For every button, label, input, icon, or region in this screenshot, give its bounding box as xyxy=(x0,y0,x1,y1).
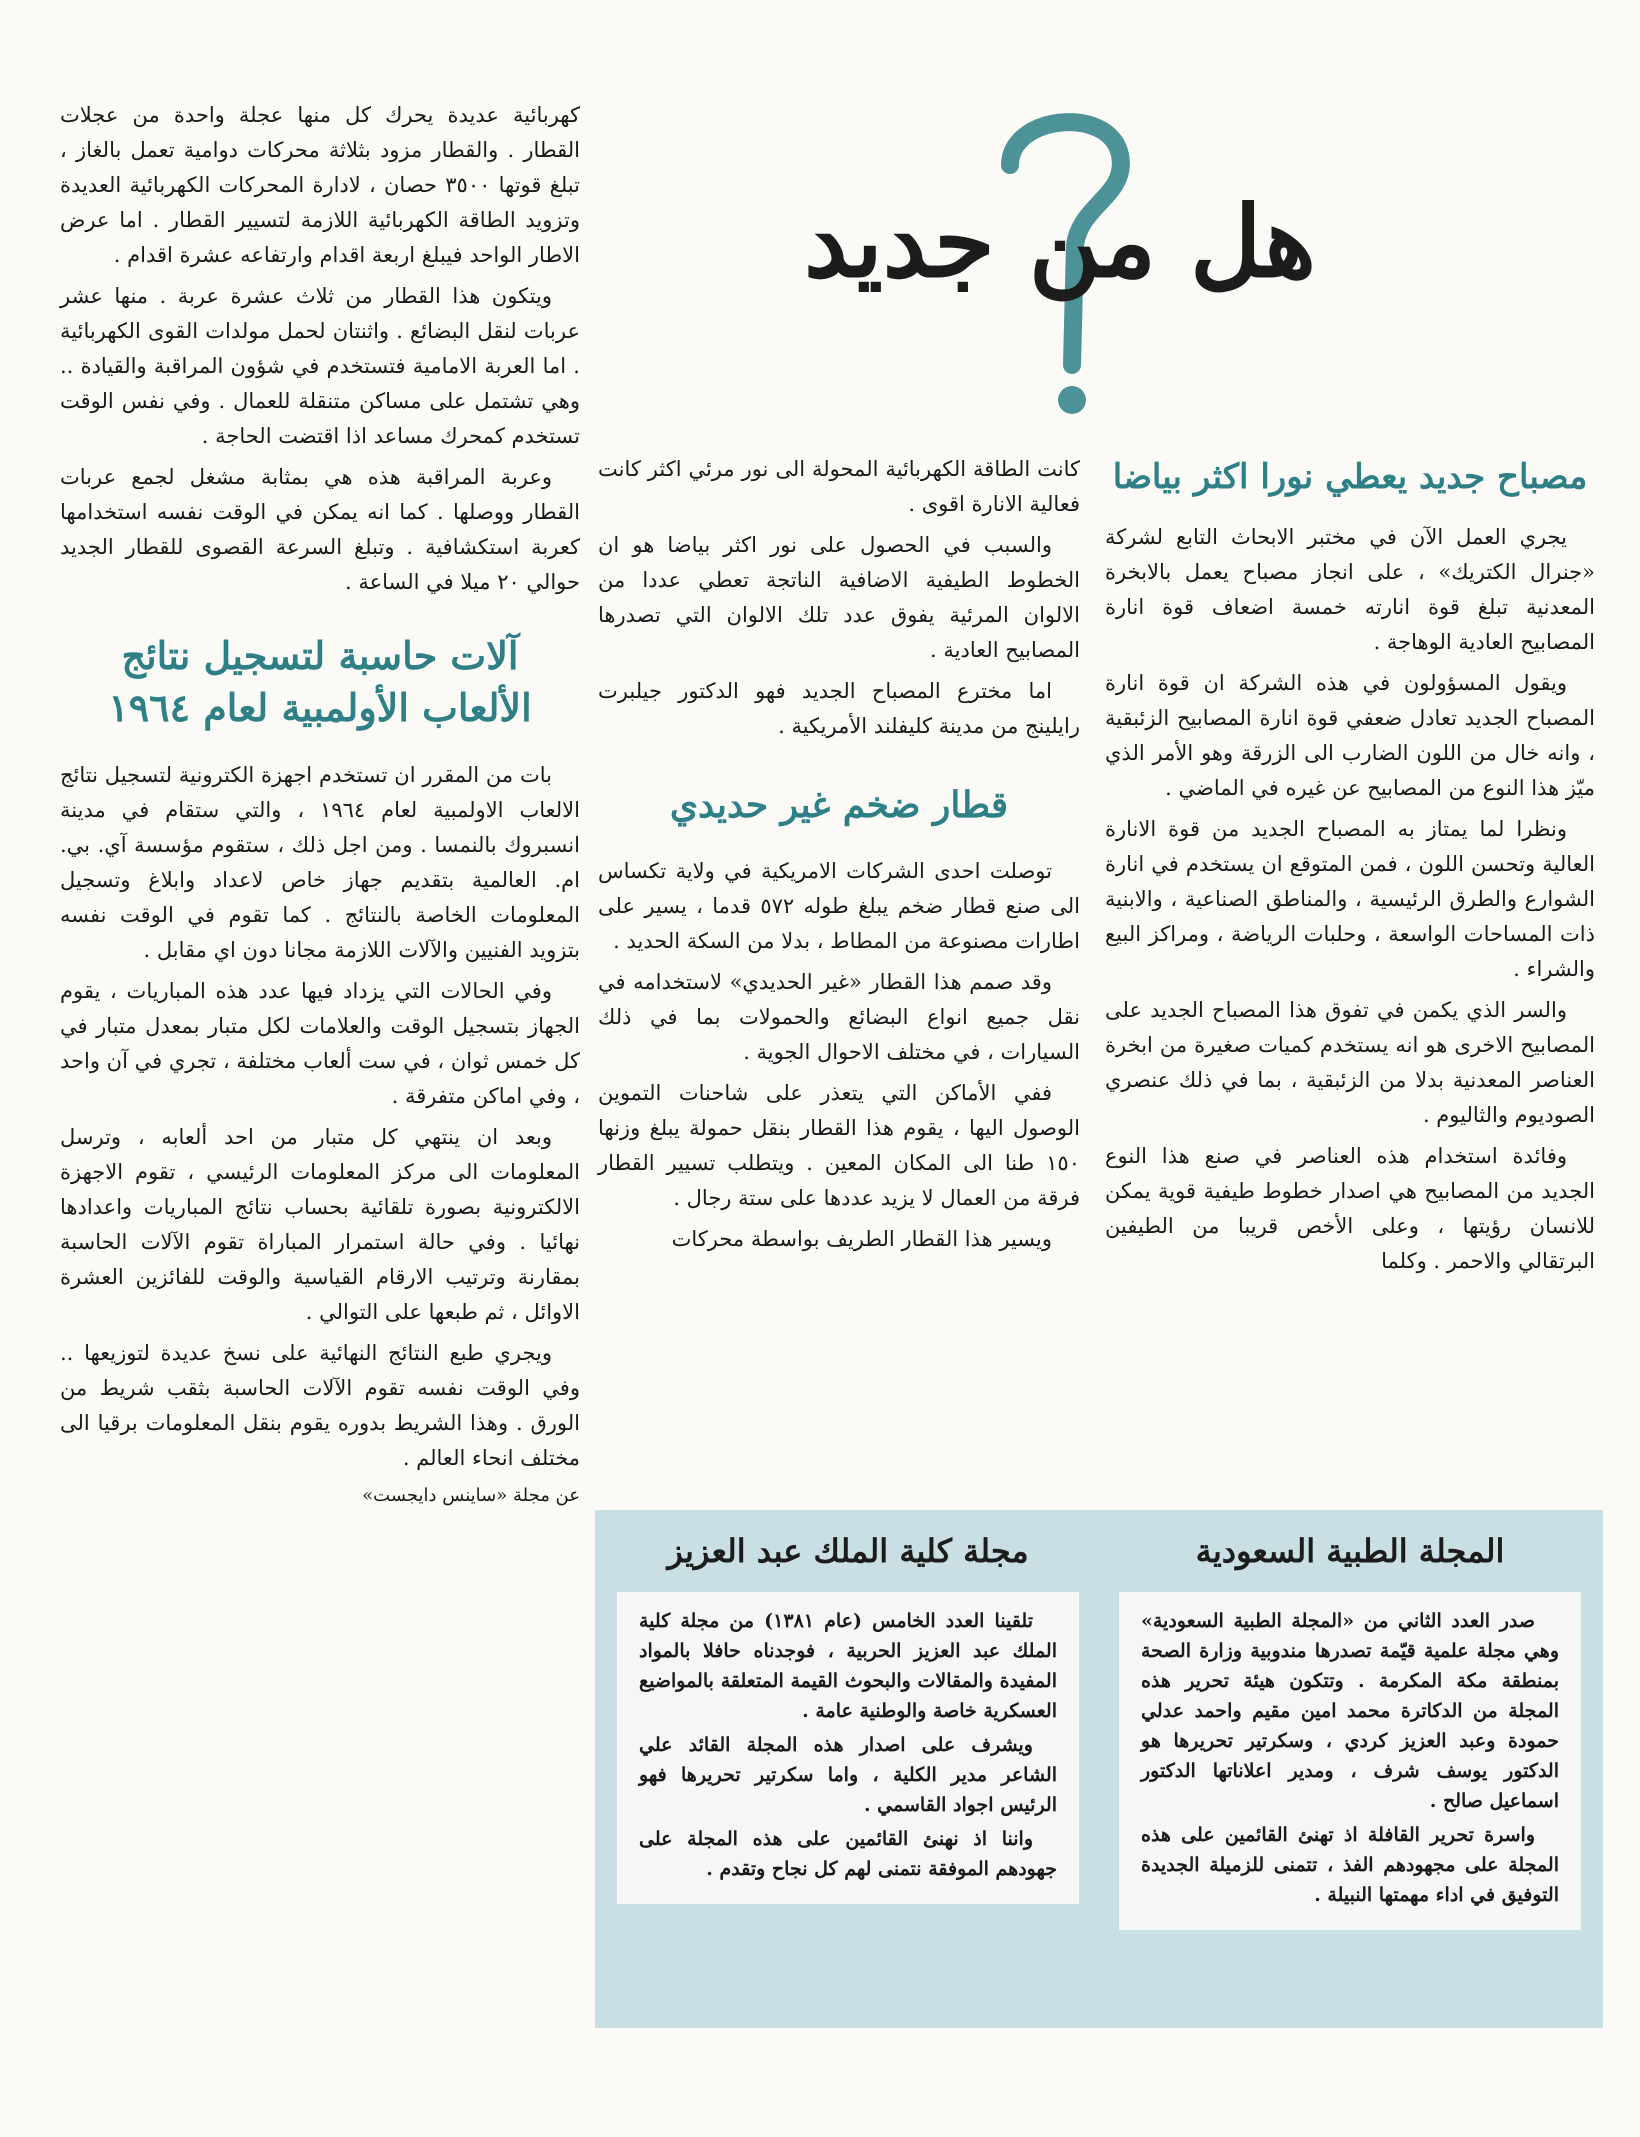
lamp-paragraph-1: يجري العمل الآن في مختبر الابحاث التابع لشركة «جنرال الكتريك» ، على انجاز مصباح يعمل بالابخرة المعدنية تبلغ قوة انارته خمسة اضعاف قوة انارة المصابيح العادية الوهاجة . xyxy=(1105,525,1595,654)
lamp-continued-2: والسبب في الحصول على نور اكثر بياضا هو ان الخطوط الطيفية الاضافية الناتجة تعطي عددا من الالوان المرئية يفوق عدد تلك الالوان التي تصدرها المصابيح العادية . xyxy=(598,533,1080,662)
column-right xyxy=(1105,452,1595,1285)
olympics-paragraph-2: وفي الحالات التي يزداد فيها عدد هذه المباريات ، يقوم الجهاز بتسجيل الوقت والعلامات لكل متبار بمعدل متبار في كل خمس ثوان ، في ست ألعاب مختلفة ، تجري في آن واحد ، وفي اماكن متفرقة . xyxy=(60,979,580,1108)
olympics-heading-line-1: آلات حاسبة لتسجيل نتائج xyxy=(121,633,519,678)
journals-box xyxy=(595,1510,1603,2028)
masthead xyxy=(760,95,1360,425)
medical-journal-section xyxy=(1119,1532,1581,1930)
military-journal-paragraph-3: واننا اذ نهنئ القائمين على هذه المجلة على جهودهم الموفقة نتمنى لهم كل نجاح وتقدم . xyxy=(639,1828,1057,1880)
lamp-paragraph-4: والسر الذي يكمن في تفوق هذا المصباح الجديد على المصابيح الاخرى هو انه يستخدم كميات صغيرة من ابخرة العناصر المعدنية بدلا من الزئبقية ، بما في ذلك عنصري الصوديوم والثاليوم . xyxy=(1105,998,1595,1127)
train-heading: قطار ضخم غير حديدي xyxy=(669,784,1009,826)
train-continued-3: وعربة المراقبة هذه هي بمثابة مشغل لجمع عربات القطار ووصلها . كما انه يمكن في الوقت نفسه استخدامها كعربة استكشافية . وتبلغ السرعة القصوى للقطار الجديد حوالي ٢٠ ميلا في الساعة . xyxy=(60,465,580,594)
medical-journal-body xyxy=(1119,1592,1581,1930)
military-journal-paragraph-1: تلقينا العدد الخامس (عام ١٣٨١) من مجلة كلية الملك عبد العزيز الحربية ، فوجدناه حافلا بالمواد المفيدة والمقالات والبحوث القيمة المتعلقة بالمواضيع العسكرية خاصة والوطنية عامة . xyxy=(639,1610,1057,1722)
lamp-continued-1: كانت الطاقة الكهربائية المحولة الى نور مرئي اكثر كانت فعالية الانارة اقوى . xyxy=(598,457,1080,516)
train-paragraph-1: توصلت احدى الشركات الامريكية في ولاية تكساس الى صنع قطار ضخم يبلغ طوله ٥٧٢ قدما ، يسير على اطارات مصنوعة من المطاط ، بدلا من السكة الحديد . xyxy=(598,859,1080,953)
military-journal-section xyxy=(617,1532,1079,1904)
train-continued-1: كهربائية عديدة يحرك كل منها عجلة واحدة من عجلات القطار . والقطار مزود بثلاثة محركات دوامية تعمل بالغاز ، تبلغ قوتها ٣٥٠٠ حصان ، لادارة المحركات الكهربائية العديدة وتزويد الطاقة الكهربائية اللازمة لتسيير القطار . اما عرض الاطار الواحد فيبلغ اربعة اقدام وارتفاعه عشرة اقدام . xyxy=(60,103,580,267)
medical-journal-paragraph-1: صدر العدد الثاني من «المجلة الطبية السعودية» وهي مجلة علمية قيّمة تصدرها مندوبية وزارة الصحة بمنطقة مكة المكرمة . وتتكون هيئة تحرير هذه المجلة من الدكاترة محمد امين مقيم واحمد عدلي حمودة وعبد العزيز كردي ، وسكرتير تحريرها هو الدكتور يوسف شرف ، ومدير اعلاناتها الدكتور اسماعيل صالح . xyxy=(1141,1610,1559,1812)
column-middle xyxy=(598,452,1080,1263)
lamp-paragraph-2: ويقول المسؤولون في هذه الشركة ان قوة انارة المصباح الجديد تعادل ضعفي قوة انارة المصابيح الزئبقية ، وانه خال من اللون الضارب الى الزرقة وهو الأمر الذي ميّز هذا النوع من المصابيح عن غيره في الماضي . xyxy=(1105,671,1595,800)
olympics-source: عن مجلة «ساينس دايجست» xyxy=(362,1485,580,1506)
medical-journal-paragraph-2: واسرة تحرير القافلة اذ تهنئ القائمين على هذه المجلة على مجهودهم الفذ ، تتمنى للزميلة الجديدة التوفيق في اداء مهمتها النبيلة . xyxy=(1141,1824,1559,1906)
train-continued-2: ويتكون هذا القطار من ثلاث عشرة عربة . منها عشر عربات لنقل البضائع . واثنتان لحمل مولدات القوى الكهربائية . اما العربة الامامية فتستخدم في شؤون المراقبة والقيادة .. وهي تشتمل على مساكن متنقلة للعمال . وفي نفس الوقت تستخدم كمحرك مساعد اذا اقتضت الحاجة . xyxy=(60,284,580,448)
train-paragraph-4: ويسير هذا القطار الطريف بواسطة محركات xyxy=(671,1227,1052,1251)
military-journal-paragraph-2: ويشرف على اصدار هذه المجلة القائد علي الشاعر مدير الكلية ، واما سكرتير تحريرها فهو الرئيس اجواد القاسمي . xyxy=(639,1734,1057,1816)
olympics-heading-line-2: الألعاب الأولمبية لعام ١٩٦٤ xyxy=(108,685,532,730)
olympics-paragraph-1: بات من المقرر ان تستخدم اجهزة الكترونية لتسجيل نتائج الالعاب الاولمبية لعام ١٩٦٤ ، والتي ستقام في مدينة انسبروك بالنمسا . ومن اجل ذلك ، ستقوم مؤسسة آي. بي. ام. العالمية بتقديم جهاز خاص لاعداد وابلاغ وتسجيل المعلومات الخاصة بالنتائج . كما تقوم في الوقت نفسه بتزويد الفنيين والآلات اللازمة مجانا دون اي مقابل . xyxy=(60,763,580,962)
lamp-paragraph-5: وفائدة استخدام هذه العناصر في صنع هذا النوع الجديد من المصابيح هي اصدار خطوط طيفية قوية يمكن للانسان رؤيتها ، وعلى الأخص قريبا من الطيفين البرتقالي والاحمر . وكلما xyxy=(1105,1144,1595,1273)
military-journal-heading: مجلة كلية الملك عبد العزيز xyxy=(667,1532,1029,1570)
olympics-paragraph-4: ويجري طبع النتائج النهائية على نسخ عديدة لتوزيعها .. وفي الوقت نفسه تقوم الآلات الحاسبة بثقب شريط من الورق . وهذا الشريط بدوره يقوم بنقل المعلومات برقيا الى مختلف انحاء العالم . xyxy=(60,1341,580,1470)
train-paragraph-2: وقد صمم هذا القطار «غير الحديدي» لاستخدامه في نقل جميع انواع البضائع والحمولات بما في ذلك السيارات ، في مختلف الاحوال الجوية . xyxy=(598,970,1080,1064)
column-left xyxy=(60,98,580,1510)
medical-journal-heading: المجلة الطبية السعودية xyxy=(1195,1532,1505,1570)
olympics-paragraph-3: وبعد ان ينتهي كل متبار من احد ألعابه ، وترسل المعلومات الى مركز المعلومات الرئيسي ، تقوم الاجهزة الالكترونية بصورة تلقائية بحساب نتائج المباريات واعدادها نهائيا . وفي حالة استمرار المباراة تقوم الآلات الحاسبة بمقارنة وترتيب الارقام القياسية والوقت للفائزين العشرة الاوائل ، ثم طبعها على التوالي . xyxy=(60,1125,580,1324)
lamp-continued-3: اما مخترع المصباح الجديد فهو الدكتور جيلبرت رايلينج من مدينة كليفلند الأمريكية . xyxy=(598,679,1080,738)
olympics-heading xyxy=(60,630,580,734)
lamp-paragraph-3: ونظرا لما يمتاز به المصباح الجديد من قوة الانارة العالية وتحسن اللون ، فمن المتوقع ان يستخدم في انارة الشوارع والطرق الرئيسية ، والمناطق الصناعية ، والابنية ذات المساحات الواسعة ، وحلبات الرياضة ، ومراكز البيع والشراء . xyxy=(1105,817,1595,981)
military-journal-body xyxy=(617,1592,1079,1904)
lamp-heading: مصباح جديد يعطي نورا اكثر بياضا xyxy=(1112,457,1588,497)
train-paragraph-3: ففي الأماكن التي يتعذر على شاحنات التموين الوصول اليها ، يقوم هذا القطار بنقل حمولة يبلغ وزنها ١٥٠ طنا الى المكان المعين . ويتطلب تسيير القطار فرقة من العمال لا يزيد عددها على ستة رجال . xyxy=(598,1081,1080,1210)
masthead-title: هل من جديد xyxy=(804,185,1316,300)
